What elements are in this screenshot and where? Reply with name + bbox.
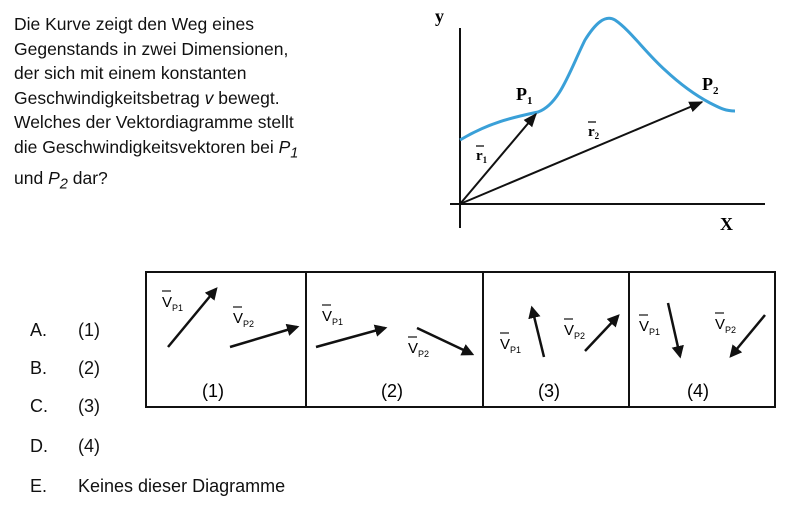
- question-text: [14, 12, 414, 197]
- answer-a-text: (1): [78, 320, 100, 340]
- answer-e-letter: E.: [30, 476, 48, 496]
- svg-text:VP1: $V_{P1}$: [639, 318, 661, 337]
- question-line-2: Gegenstands in zwei Dimensionen,: [14, 38, 289, 59]
- answer-option-a[interactable]: [30, 318, 100, 342]
- question-line-4-text: Geschwindigkeitsbetrag: [14, 87, 200, 108]
- question-dar: dar?: [72, 167, 108, 188]
- answer-option-c[interactable]: [30, 394, 100, 418]
- answer-e-text: Keines dieser Diagramme: [78, 476, 286, 496]
- speed-variable: v: [204, 87, 214, 108]
- answer-d-text: (4): [78, 436, 100, 456]
- diagram-1-caption: (1): [202, 381, 224, 401]
- svg-text:VP2: $V_{P2}$: [715, 316, 737, 335]
- answer-a-letter: A.: [30, 320, 48, 340]
- answer-b-text: (2): [78, 358, 100, 378]
- x-axis-label: X: [720, 214, 733, 234]
- vector-diagrams: [145, 271, 776, 408]
- answer-d-letter: D.: [30, 436, 48, 456]
- trajectory-graph: [420, 0, 800, 240]
- question-line-3: der sich mit einem konstanten: [14, 63, 247, 83]
- answer-c-letter: C.: [30, 396, 48, 416]
- question-line-6: [14, 135, 414, 166]
- label-p1: $P_1$: [516, 84, 533, 107]
- label-r2: $r_2$: [588, 124, 600, 141]
- question-und: und: [14, 167, 44, 188]
- label-r1: $r_1$: [476, 148, 488, 165]
- diagram-2-caption: (2): [381, 381, 403, 401]
- vector-r2: [460, 102, 702, 204]
- svg-text:VP1: $V_{P1}$: [500, 336, 522, 355]
- answer-c-text: (3): [78, 396, 100, 416]
- vector-r1: [460, 114, 536, 204]
- question-line-6-text: die Geschwindigkeitsvektoren bei: [14, 136, 274, 157]
- svg-text:VP1: $V_{P1}$: [322, 308, 344, 327]
- question-line-4: [14, 86, 414, 111]
- question-line-1: Die Kurve zeigt den Weg eines: [14, 14, 254, 34]
- y-axis-label: y: [435, 6, 444, 26]
- answer-b-letter: B.: [30, 358, 48, 378]
- label-p2: $P_2$: [702, 74, 719, 97]
- svg-text:VP2: $V_{P2}$: [408, 340, 430, 359]
- svg-text:VP2: $V_{P2}$: [233, 310, 255, 329]
- answer-option-b[interactable]: [30, 356, 100, 380]
- diagram-4-caption: (4): [687, 381, 709, 401]
- point-p2-ref: $P_2$: [48, 167, 68, 192]
- answer-option-d[interactable]: [30, 434, 100, 458]
- svg-text:VP2: $V_{P2}$: [564, 322, 586, 341]
- diagram-3-caption: (3): [538, 381, 560, 401]
- trajectory-curve: [460, 18, 735, 140]
- point-p1-ref: $P_1$: [278, 136, 299, 161]
- question-line-5: Welches der Vektordiagramme stellt: [14, 112, 294, 132]
- answer-option-e[interactable]: [30, 474, 285, 498]
- question-bewegt: bewegt.: [218, 87, 280, 108]
- svg-text:VP1: $V_{P1}$: [162, 294, 184, 313]
- question-line-7: [14, 166, 414, 197]
